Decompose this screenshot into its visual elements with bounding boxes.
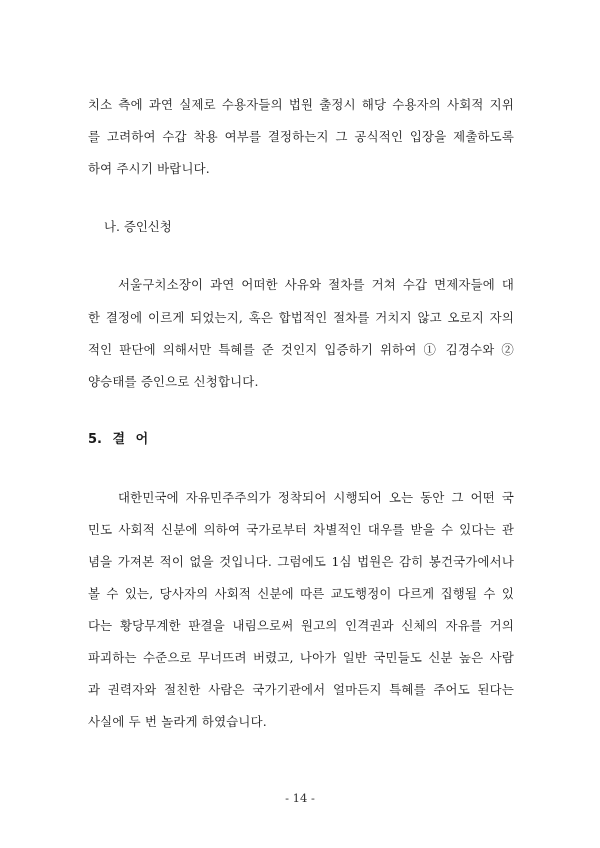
paragraph-line: 념을 가져본 적이 없을 것입니다. 그럼에도 1심 법원은 감히 봉건국가에서나 [88, 554, 514, 569]
page-number: - 14 - [285, 791, 315, 805]
paragraph-line: 를 고려하여 수갑 착용 여부를 결정하는지 그 공식적인 입장을 제출하도록 [88, 129, 514, 144]
paragraph-line: 사실에 두 번 놀라게 하였습니다. [88, 714, 267, 729]
paragraph-line: 서울구치소장이 과연 어떠한 사유와 절차를 거쳐 수갑 면제자들에 대 [118, 277, 514, 292]
paragraph-line: 민도 사회적 신분에 의하여 국가로부터 차별적인 대우를 받을 수 있다는 관 [88, 522, 514, 537]
section-heading: 5. 결 어 [88, 432, 149, 447]
paragraph-line: 볼 수 있는, 당사자의 사회적 신분에 따른 교도행정이 다르게 집행될 수 있 [88, 586, 514, 601]
paragraph-line: 다는 황당무계한 판결을 내림으로써 원고의 인격권과 신체의 자유를 거의 [88, 618, 514, 633]
subsection-heading: 나. 증인신청 [104, 219, 172, 234]
paragraph-line: 파괴하는 수준으로 무너뜨려 버렸고, 나아가 일반 국민들도 신분 높은 사람 [88, 650, 514, 665]
paragraph-line: 하여 주시기 바랍니다. [88, 161, 210, 176]
paragraph-line: 대한민국에 자유민주주의가 정착되어 시행되어 오는 동안 그 어떤 국 [118, 490, 514, 505]
paragraph-line: 치소 측에 과연 실제로 수용자들의 법원 출정시 해당 수용자의 사회적 지위 [88, 97, 514, 112]
paragraph-line: 양승태를 증인으로 신청합니다. [88, 374, 259, 389]
paragraph-line: 과 권력자와 절친한 사람은 국가기관에서 얼마든지 특혜를 주어도 된다는 [88, 682, 514, 697]
paragraph-line: 한 결정에 이르게 되었는지, 혹은 합법적인 절차를 거치지 않고 오로지 자의 [88, 310, 514, 325]
paragraph-line: 적인 판단에 의해서만 특혜를 준 것인지 입증하기 위하여 ① 김경수와 ② [88, 342, 514, 357]
